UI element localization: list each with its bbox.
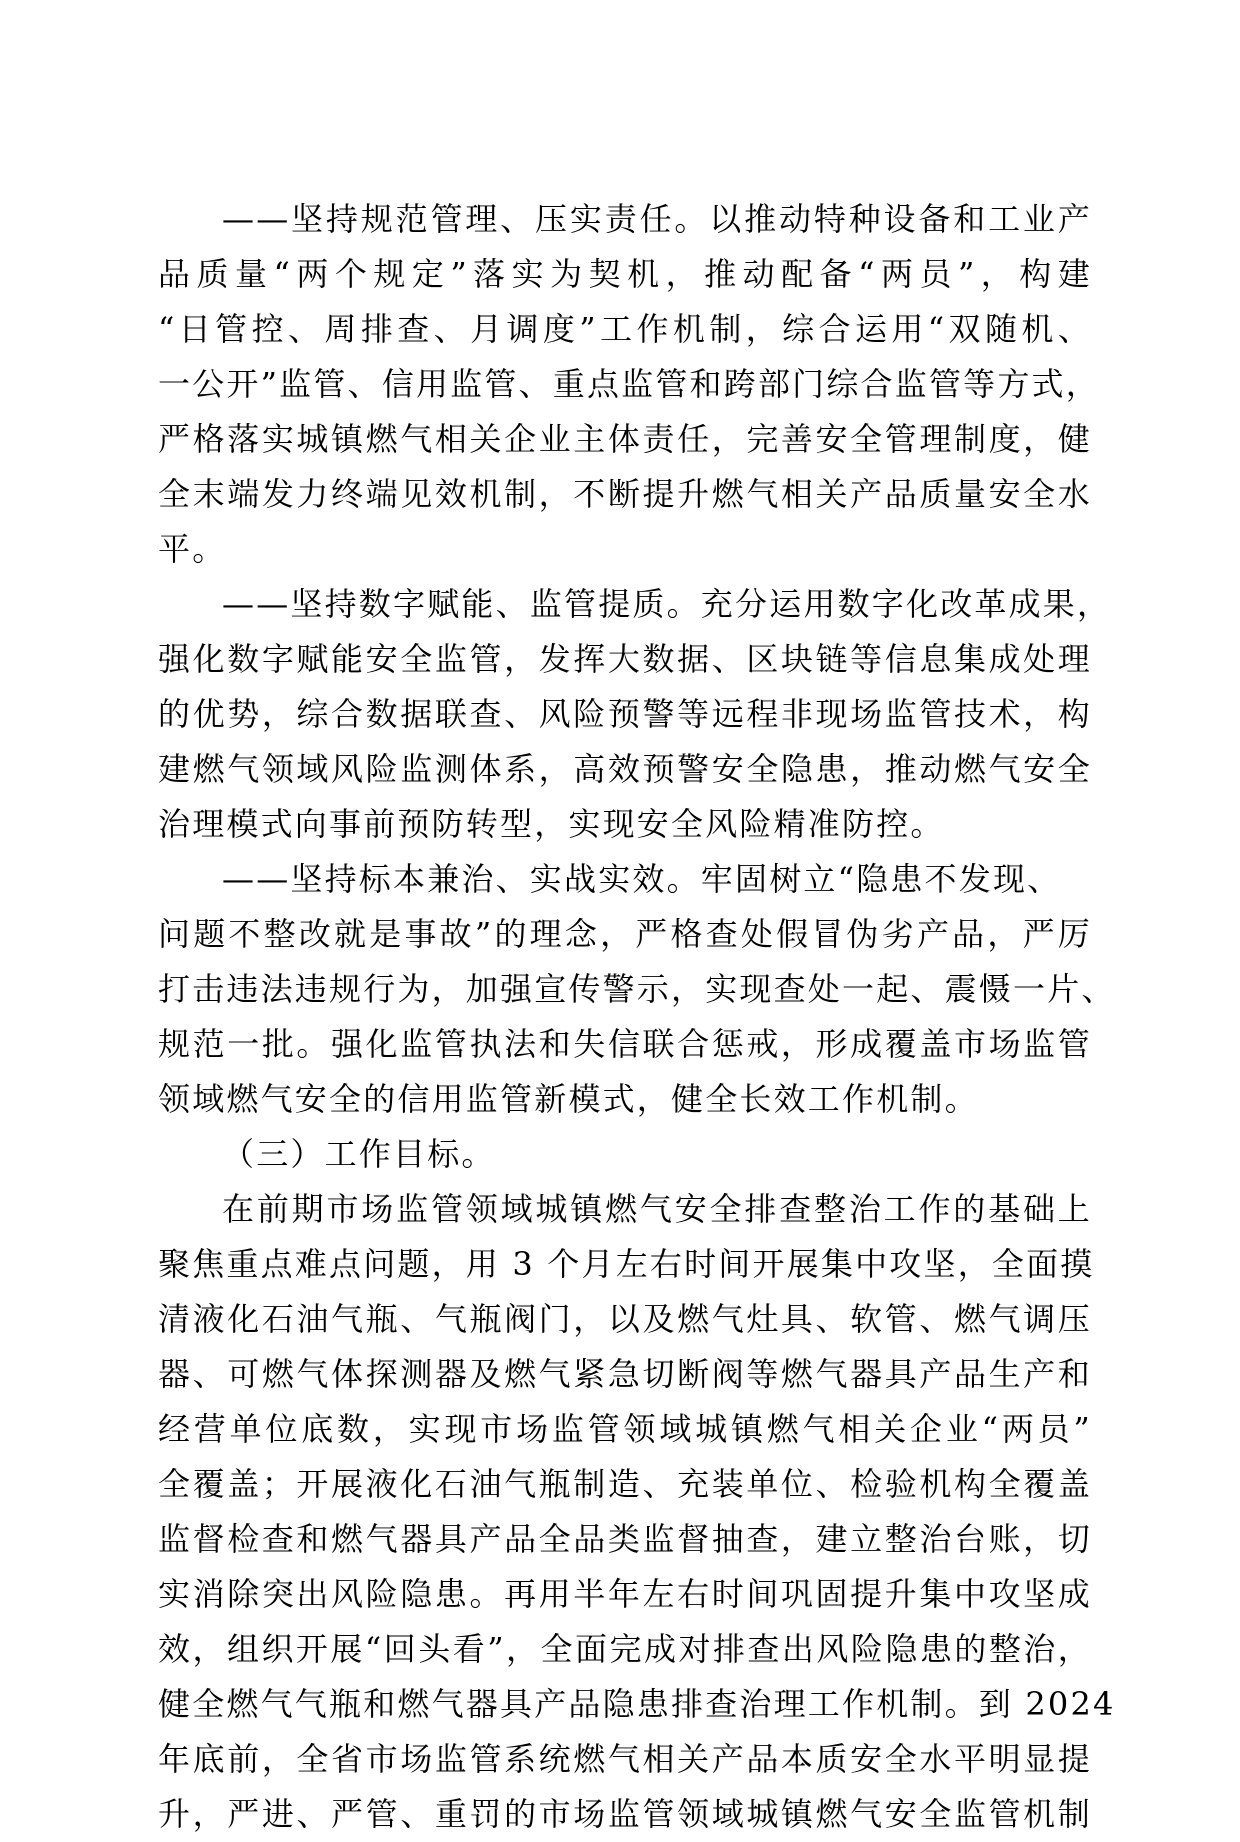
document-page [158, 192, 1116, 1842]
paragraph-work-goals [158, 1182, 1116, 1842]
text-line: 一公开”监管、信用监管、重点监管和跨部门综合监管等方式， [158, 365, 1100, 403]
text-line: 聚焦重点难点问题，用 3 个月左右时间开展集中攻坚，全面摸 [158, 1245, 1095, 1283]
text-line: 实消除突出风险隐患。再用半年左右时间巩固提升集中攻坚成 [158, 1575, 1092, 1613]
text-line: 的优势，综合数据联查、风险预警等远程非现场监管技术，构 [158, 695, 1092, 733]
text-line: 效，组织开展“回头看”，全面完成对排查出风险隐患的整治， [158, 1630, 1092, 1668]
text-line: 器、可燃气体探测器及燃气紧急切断阀等燃气器具产品生产和 [158, 1355, 1092, 1393]
text-line: 强化数字赋能安全监管，发挥大数据、区块链等信息集成处理 [158, 640, 1092, 678]
text-line: 打击违法违规行为，加强宣传警示，实现查处一起、震慑一片、 [158, 970, 1116, 1008]
text-line: 治理模式向事前预防转型，实现安全风险精准防控。 [158, 805, 945, 843]
paragraph-norm-management [158, 192, 1100, 577]
text-line: ——坚持标本兼治、实战实效。牢固树立“隐患不发现、 [222, 860, 1062, 898]
text-line: 建燃气领域风险监测体系，高效预警安全隐患，推动燃气安全 [158, 750, 1092, 788]
text-line: ——坚持规范管理、压实责任。以推动特种设备和工业产 [222, 200, 1092, 238]
section-heading: （三）工作目标。 [222, 1135, 496, 1173]
paragraph-root-and-symptom [158, 852, 1116, 1127]
text-line: 品质量“两个规定”落实为契机，推动配备“两员”，构建 [158, 255, 1092, 293]
paragraph-digital-empowerment [158, 577, 1112, 852]
text-line: 领域燃气安全的信用监管新模式，健全长效工作机制。 [158, 1080, 979, 1118]
text-line: 在前期市场监管领域城镇燃气安全排查整治工作的基础上 [222, 1190, 1092, 1228]
text-line: 严格落实城镇燃气相关企业主体责任，完善安全管理制度，健 [158, 420, 1092, 458]
text-line: 升，严进、严管、重罚的市场监管领域城镇燃气安全监管机制 [158, 1795, 1092, 1833]
text-line: 全末端发力终端见效机制，不断提升燃气相关产品质量安全水 [158, 475, 1092, 513]
text-line: 监督检查和燃气器具产品全品类监督抽查，建立整治台账，切 [158, 1520, 1092, 1558]
text-line: 问题不整改就是事故”的理念，严格查处假冒伪劣产品，严厉 [158, 915, 1092, 953]
text-line: ——坚持数字赋能、监管提质。充分运用数字化改革成果， [222, 585, 1112, 623]
text-line: “日管控、周排查、月调度”工作机制，综合运用“双随机、 [158, 310, 1092, 348]
text-line: 平。 [158, 530, 227, 568]
text-line: 健全燃气气瓶和燃气器具产品隐患排查治理工作机制。到 2024 [158, 1685, 1116, 1723]
text-line: 规范一批。强化监管执法和失信联合惩戒，形成覆盖市场监管 [158, 1025, 1092, 1063]
text-line: 全覆盖；开展液化石油气瓶制造、充装单位、检验机构全覆盖 [158, 1465, 1092, 1503]
text-line: 经营单位底数，实现市场监管领域城镇燃气相关企业“两员” [158, 1410, 1092, 1448]
text-line: 年底前，全省市场监管系统燃气相关产品本质安全水平明显提 [158, 1740, 1092, 1778]
text-line: 清液化石油气瓶、气瓶阀门，以及燃气灶具、软管、燃气调压 [158, 1300, 1092, 1338]
